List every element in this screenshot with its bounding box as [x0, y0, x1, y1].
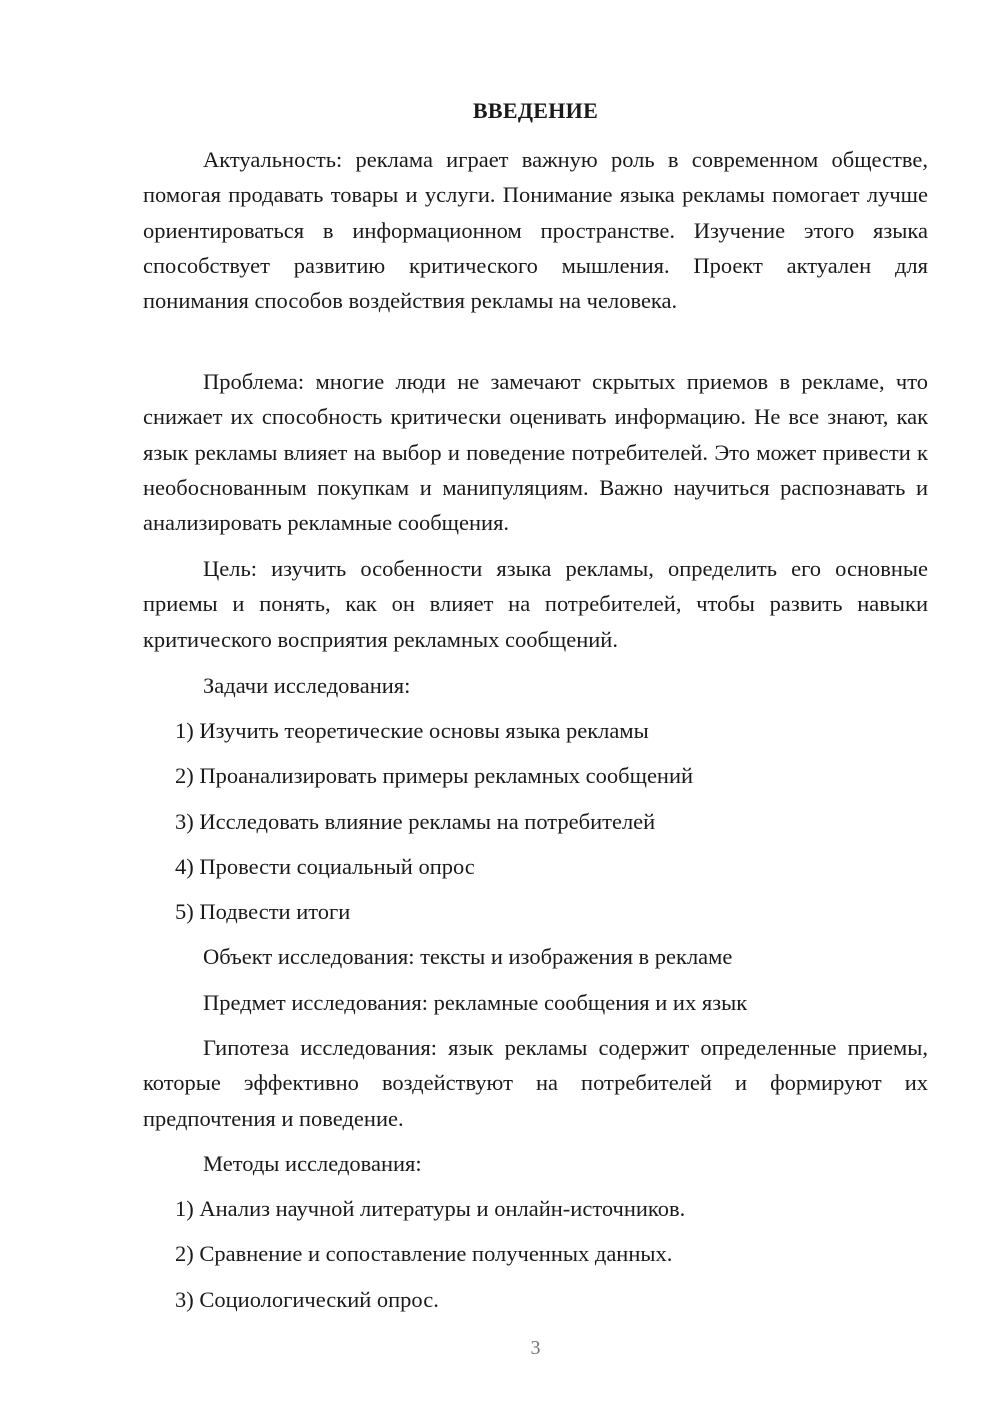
task-item: 4) Провести социальный опрос: [175, 854, 475, 879]
task-item: 3) Исследовать влияние рекламы на потребителей: [175, 809, 656, 834]
method-item: 3) Социологический опрос.: [175, 1287, 439, 1312]
task-item: 1) Изучить теоретические основы языка рекламы: [175, 718, 649, 743]
method-item: 2) Сравнение и сопоставление полученных данных.: [175, 1241, 673, 1266]
task-item: 2) Проанализировать примеры рекламных сообщений: [175, 763, 694, 788]
section-title: ВВЕДЕНИЕ: [472, 98, 599, 123]
research-object: Объект исследования: тексты и изображения в рекламе: [203, 944, 733, 969]
methods-heading: Методы исследования:: [203, 1151, 422, 1176]
hypothesis-paragraph: Гипотеза исследования: язык рекламы содержит определенные приемы, которые эффективно воздействуют на потребителей и формируют их предпочтения и поведение.: [143, 1035, 928, 1131]
tasks-heading: Задачи исследования:: [203, 673, 411, 698]
task-item: 5) Подвести итоги: [175, 899, 351, 924]
goal-paragraph: Цель: изучить особенности языка рекламы, определить его основные приемы и понять, как он влияет на потребителей, чтобы развить навыки критического восприятия рекламных сообщений.: [143, 556, 928, 652]
method-item: 1) Анализ научной литературы и онлайн-источников.: [175, 1196, 686, 1221]
problem-paragraph: Проблема: многие люди не замечают скрытых приемов в рекламе, что снижает их способность критически оценивать информацию. Не все знают, как язык рекламы влияет на выбор и поведение потребителей. Это может привести к необоснованным покупкам и манипуляциям. Важно научиться распознавать и анализировать рекламные сообщения.: [143, 369, 928, 536]
relevance-paragraph: Актуальность: реклама играет важную роль в современном обществе, помогая продавать товары и услуги. Понимание языка рекламы помогает лучше ориентироваться в информационном пространстве. Изучение этого языка способствует развитию критического мышления. Проект актуален для понимания способов воздействия рекламы на человека.: [143, 147, 928, 314]
page-number: 3: [530, 1337, 541, 1359]
research-subject: Предмет исследования: рекламные сообщения и их язык: [203, 990, 748, 1015]
